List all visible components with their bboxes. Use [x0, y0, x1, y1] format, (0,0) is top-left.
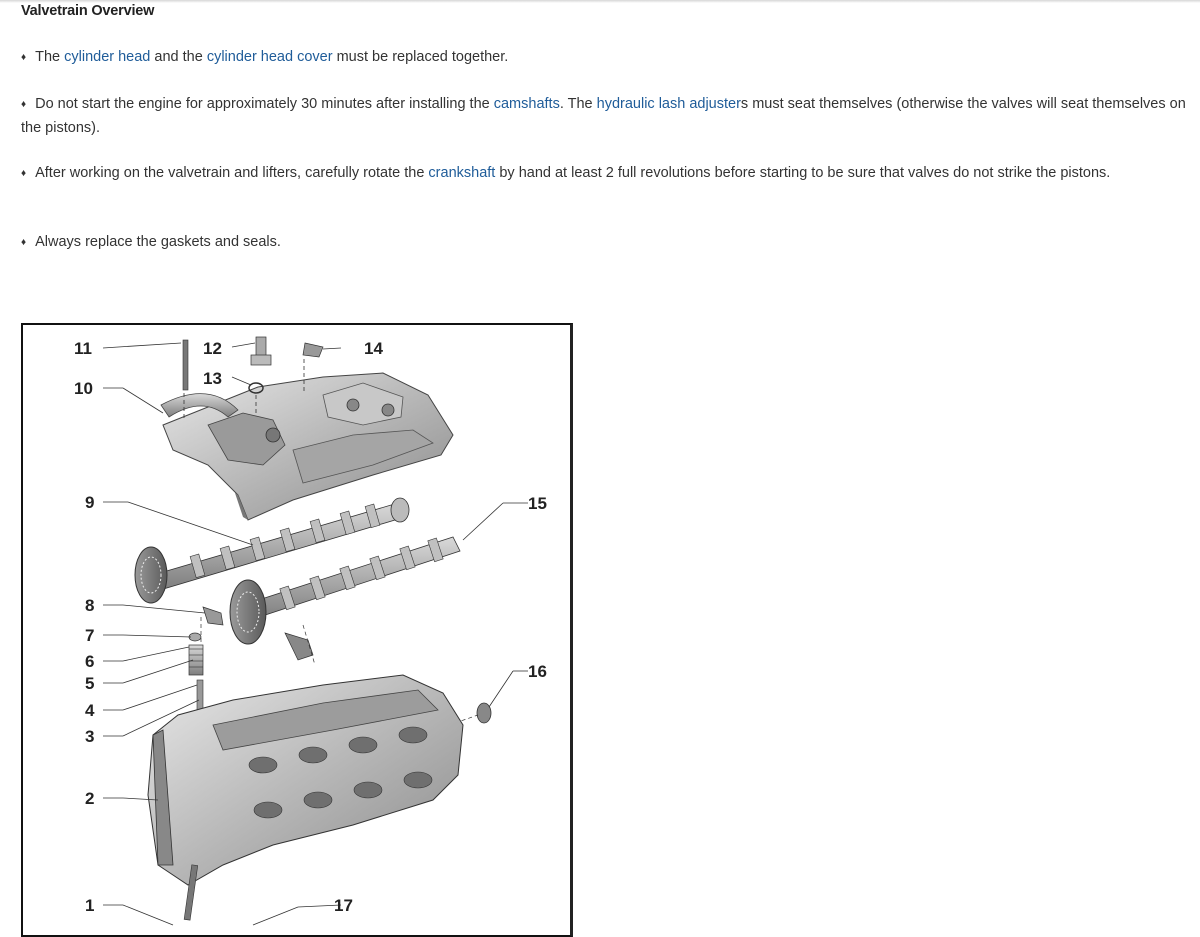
callout-15: 15 — [528, 494, 547, 513]
bullet-item-3 — [21, 162, 1191, 186]
callout-6: 6 — [85, 652, 95, 671]
callout-5: 5 — [85, 674, 95, 693]
callout-2: 2 — [85, 789, 95, 808]
bullet-icon: ♦ — [21, 52, 27, 63]
callout-10: 10 — [74, 379, 93, 398]
diagram-svg — [23, 325, 570, 935]
bullet-icon: ♦ — [21, 168, 27, 179]
text-segment: by hand at least 2 full revolutions before starting to be sure that valves do not strike the pistons. — [495, 165, 1111, 181]
link-cylinder-head[interactable]: cylinder head — [64, 49, 151, 65]
text-segment: . The — [559, 96, 597, 112]
bullet-icon: ♦ — [21, 237, 27, 248]
cylinder-head-illustration — [148, 675, 463, 920]
bullet-item-4 — [21, 231, 1191, 255]
callout-12: 12 — [203, 339, 222, 358]
text-segment: must be replaced together. — [332, 49, 509, 65]
link-cylinder-head-cover[interactable]: cylinder head cover — [206, 49, 333, 65]
page-title: Valvetrain Overview — [21, 3, 155, 19]
callout-4: 4 — [85, 701, 95, 720]
bullet-icon: ♦ — [21, 99, 27, 110]
text-segment: Always replace the gaskets and seals. — [35, 234, 281, 250]
text-segment: The — [35, 49, 65, 65]
bullet-item-2 — [21, 93, 1191, 140]
valvetrain-exploded-diagram — [21, 323, 573, 937]
link-camshafts[interactable]: camshafts — [493, 96, 560, 112]
callout-17: 17 — [334, 896, 353, 915]
callout-11: 11 — [74, 339, 92, 358]
top-shadow — [0, 0, 1200, 3]
text-segment: s must seat themselves (otherwise the valves will seat themselves on the pistons). — [21, 96, 1186, 136]
text-segment: After working on the valvetrain and lifters, carefully rotate the — [35, 165, 429, 181]
callout-7: 7 — [85, 626, 95, 645]
callout-16: 16 — [528, 662, 547, 681]
text-segment: and the — [150, 49, 207, 65]
callout-8: 8 — [85, 596, 95, 615]
callout-14: 14 — [364, 339, 383, 358]
text-segment: Do not start the engine for approximately 30 minutes after installing the — [35, 96, 494, 112]
link-hydraulic-lash-adjuster[interactable]: hydraulic lash adjuster — [596, 96, 741, 112]
callout-1: 1 — [85, 896, 95, 915]
cylinder-head-cover-illustration — [161, 373, 453, 520]
link-crankshaft[interactable]: crankshaft — [428, 165, 496, 181]
bullet-item-1 — [21, 46, 1191, 70]
callout-13: 13 — [203, 369, 222, 388]
callout-9: 9 — [85, 493, 95, 512]
exhaust-camshaft-illustration — [135, 498, 409, 603]
callout-3: 3 — [85, 727, 95, 746]
